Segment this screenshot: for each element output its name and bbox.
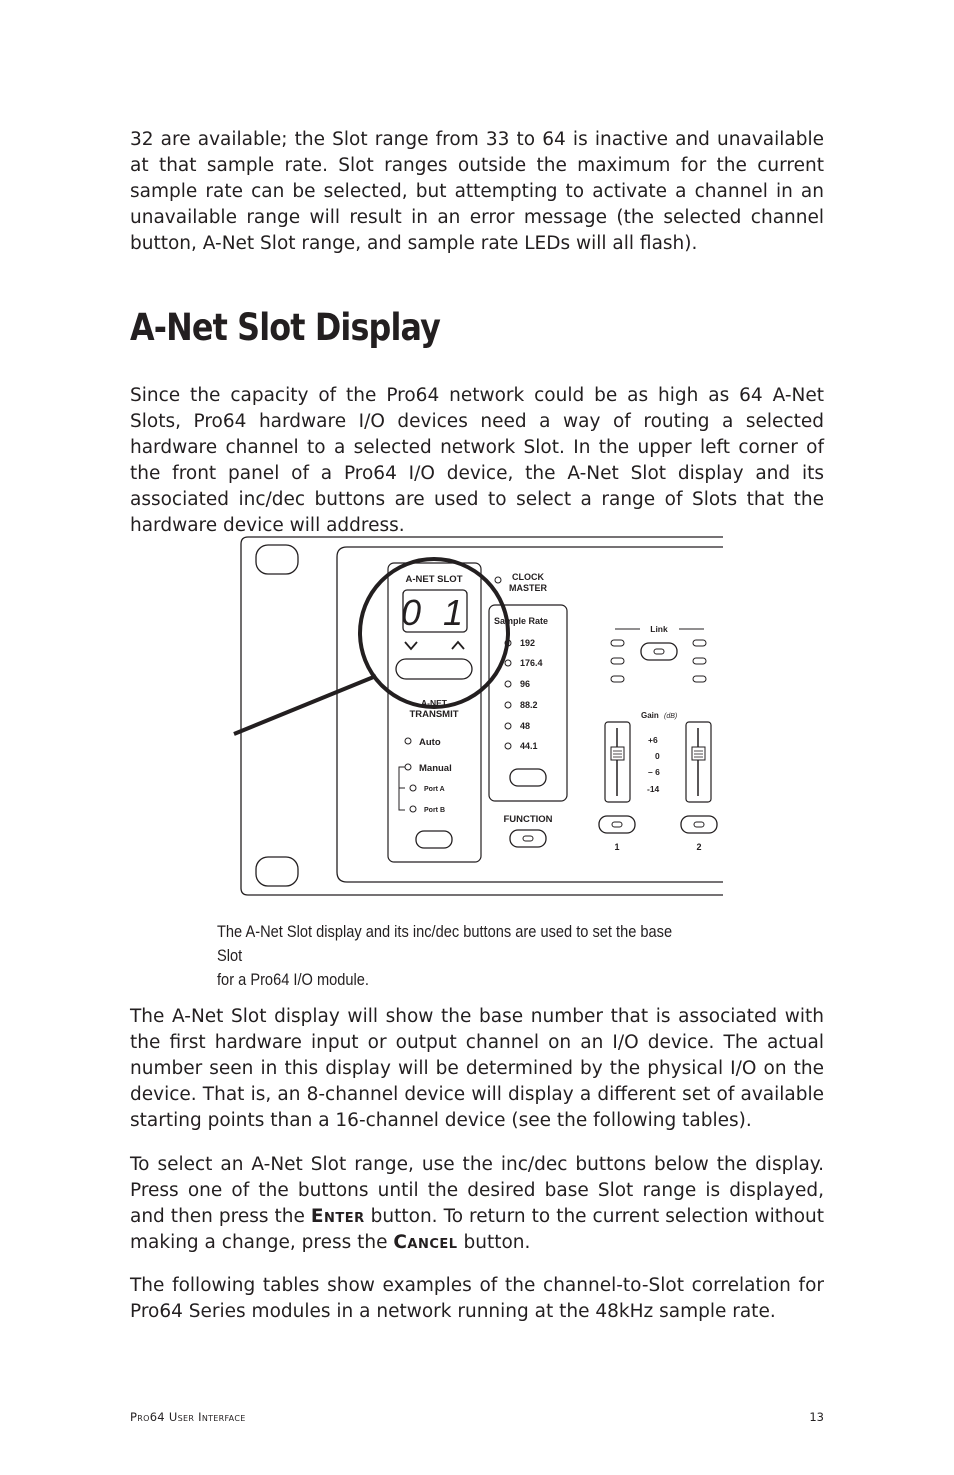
link-label: Link <box>650 624 668 634</box>
paragraph-3 <box>130 1152 824 1256</box>
gain-scale-value: -14 <box>647 784 660 794</box>
caption-line-2: for a Pro64 I/O module. <box>217 970 369 989</box>
sample-rate-led <box>505 660 511 666</box>
channel-2-label: 2 <box>696 842 702 852</box>
dec-chevron-icon[interactable] <box>405 642 417 649</box>
gain-scale-value: 0 <box>655 751 660 761</box>
sample-rate-button[interactable] <box>510 769 546 786</box>
front-panel-figure <box>230 530 730 902</box>
channel-2-button[interactable] <box>681 816 717 833</box>
function-button[interactable] <box>510 830 546 847</box>
sample-rate-value: 88.2 <box>520 700 538 710</box>
level-meter-left <box>611 640 624 682</box>
paragraph-1: Since the capacity of the Pro64 network could be as high as 64 A-Net Slots, Pro64 hardware I/O devices need a way of routing a selected hardware channel to a selected network Slot. In the upper left corner of the front panel of a Pro64 I/O device, the A-Net Slot display and its associated inc/dec buttons are used to select a range of Slots that the hardware device will address. <box>130 385 824 536</box>
port-a-label: Port A <box>424 786 445 793</box>
page-number: 13 <box>809 1410 824 1424</box>
inc-dec-button[interactable] <box>396 659 472 679</box>
gain-scale-value: +6 <box>648 735 658 745</box>
channel-1-label: 1 <box>614 842 620 852</box>
gain-label: Gain <box>641 711 659 720</box>
rack-hole-top <box>256 545 298 574</box>
paragraph-4: The following tables show examples of the channel-to-Slot correlation for Pro64 Series modules in a network running at the 48kHz sample rate. <box>130 1275 824 1322</box>
paragraph-3-part-2: button. To return to the current selection without making a change, press the <box>130 1206 824 1253</box>
sample-rate-led <box>505 681 511 687</box>
anet-transmit-label-1: A-NET <box>421 698 447 708</box>
sample-rate-led <box>505 743 511 749</box>
sample-rate-value: 176.4 <box>520 658 543 668</box>
section-heading: A-Net Slot Display <box>130 306 441 349</box>
clock-master-label-2: MASTER <box>509 583 547 593</box>
sample-rate-value: 96 <box>520 679 531 689</box>
sample-rate-list <box>505 638 543 751</box>
figure-caption <box>217 920 699 992</box>
cancel-button-ref: Cancel <box>393 1232 458 1253</box>
manual-label: Manual <box>419 763 452 774</box>
rack-hole-bottom <box>256 857 298 886</box>
port-a-led <box>410 785 416 791</box>
sample-rate-led <box>505 723 511 729</box>
manual-led <box>405 764 411 770</box>
port-b-label: Port B <box>424 807 445 814</box>
paragraph-3-part-1: To select an A-Net Slot range, use the inc/dec buttons below the display. Press one of the buttons until the desired base Slot range is displayed, and then press the <box>130 1154 824 1227</box>
transmit-button[interactable] <box>416 831 452 848</box>
channel-1-button[interactable] <box>599 816 635 833</box>
auto-label: Auto <box>419 737 441 748</box>
sample-rate-value: 48 <box>520 721 531 731</box>
anet-slot-label: A-NET SLOT <box>405 574 463 585</box>
anet-transmit-label-2: TRANSMIT <box>409 709 459 720</box>
caption-line-1: The A-Net Slot display and its inc/dec buttons are used to set the base Slot <box>217 922 673 965</box>
sample-rate-value: 44.1 <box>520 741 538 751</box>
enter-button-ref: Enter <box>310 1206 365 1227</box>
level-meter-right <box>693 640 706 682</box>
sample-rate-led <box>505 702 511 708</box>
gain-fader-2[interactable] <box>686 722 711 802</box>
sample-rate-value: 192 <box>520 638 536 648</box>
gain-unit: (dB) <box>664 713 678 720</box>
gain-scale-value: – 6 <box>648 767 660 777</box>
intro-paragraph: 32 are available; the Slot range from 33 to 64 is inactive and unavailable at that sample rate. Slot ranges outside the maximum for the current sample rate can be selected, but attempting to activate a channel in an unavailable range will result in an error message (the selected channel button, A-Net Slot range, and sample rate LEDs will all flash). <box>130 129 824 254</box>
footer-section-title: Pro64 User Interface <box>130 1410 246 1424</box>
link-button[interactable] <box>641 643 677 660</box>
inc-chevron-icon[interactable] <box>452 642 464 649</box>
slot-display-digits: 0 1 <box>400 592 470 633</box>
clock-master-label-1: CLOCK <box>512 572 544 582</box>
paragraph-2: The A-Net Slot display will show the base number that is associated with the first hardware input or output channel on an I/O device. The actual number seen in this display will be determined by the physical I/O on the device. That is, an 8-channel device will display a different set of available starting points than a 16-channel device (see the following tables). <box>130 1006 824 1131</box>
paragraph-3-part-3: button. <box>457 1232 531 1253</box>
gain-fader-1[interactable] <box>605 722 630 802</box>
auto-led <box>405 738 411 744</box>
port-b-led <box>410 806 416 812</box>
sample-rate-label: Sample Rate <box>494 616 549 626</box>
clock-master-led <box>495 577 501 583</box>
function-label: FUNCTION <box>503 814 553 825</box>
